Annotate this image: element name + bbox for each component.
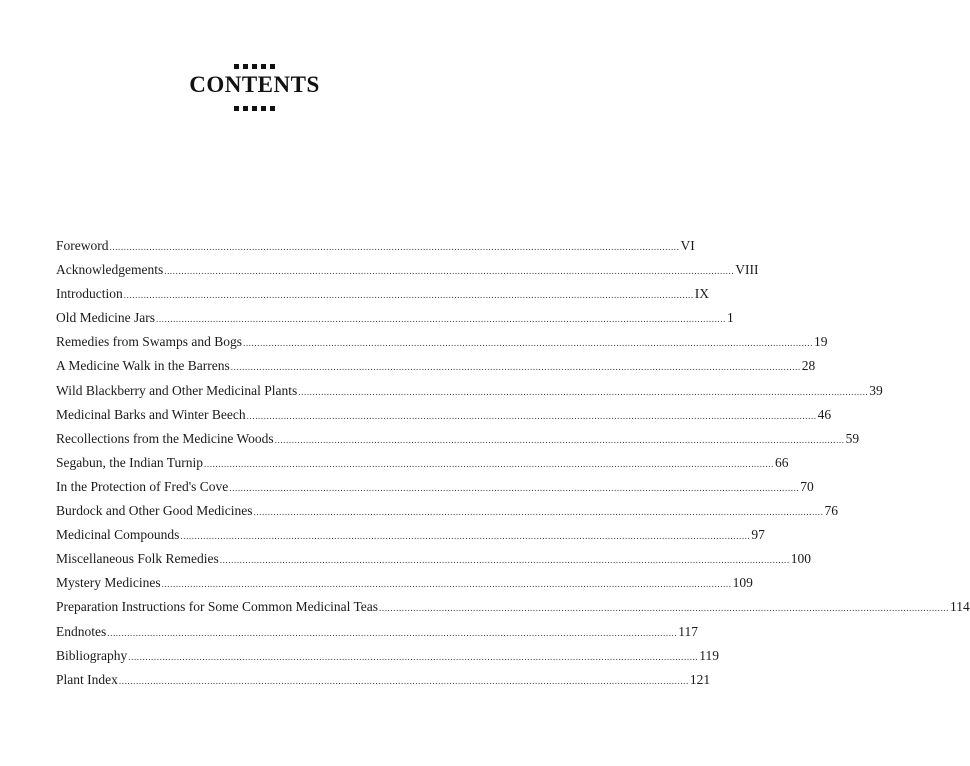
dot-leader: ........................................................................................................................................................................................................: [107, 627, 678, 638]
toc-entry: [56, 599, 970, 623]
toc-entry-page-number: 109: [732, 575, 753, 591]
ornament-square: [234, 106, 239, 111]
toc-entry-title: Endnotes: [56, 623, 107, 639]
toc-entry-page-number: VI: [680, 238, 695, 253]
toc-entry: [56, 262, 759, 286]
toc-entry-title: A Medicine Walk in the Barrens: [56, 358, 230, 374]
dot-leader: ........................................................................................................................................................................................................: [242, 338, 813, 349]
dot-leader: ........................................................................................................................................................................................................: [253, 507, 824, 518]
dot-leader: ........................................................................................................................................................................................................: [230, 362, 801, 373]
toc-entry-title: Medicinal Compounds: [56, 527, 180, 543]
toc-entry: [56, 238, 695, 262]
toc-entry-title: Foreword: [56, 238, 109, 253]
ornament-square: [252, 106, 257, 111]
dot-leader: ........................................................................................................................................................................................................: [229, 482, 800, 493]
toc-entry: [56, 310, 734, 334]
toc-entry-title: Old Medicine Jars: [56, 310, 155, 326]
bottom-ornament: [0, 106, 509, 111]
table-of-contents: [56, 238, 970, 696]
dot-leader: ........................................................................................................................................................................................................: [219, 555, 790, 566]
toc-entry-title: Burdock and Other Good Medicines: [56, 503, 253, 519]
dot-leader: ........................................................................................................................................................................................................: [164, 266, 735, 277]
toc-entry-title: Segabun, the Indian Turnip: [56, 454, 203, 470]
toc-entry: [56, 647, 719, 672]
toc-entry-page-number: 114: [950, 599, 970, 615]
dot-leader: ........................................................................................................................................................................................................: [180, 531, 751, 542]
toc-entry-page-number: 117: [678, 623, 698, 639]
toc-entry: [56, 358, 816, 382]
toc-entry-title: In the Protection of Fred's Cove: [56, 478, 229, 494]
toc-entry-title: Introduction: [56, 286, 123, 302]
dot-leader: ........................................................................................................................................................................................................: [109, 242, 680, 252]
dot-leader: ........................................................................................................................................................................................................: [128, 651, 699, 662]
page-title: CONTENTS: [189, 72, 320, 97]
ornament-square: [261, 64, 266, 69]
toc-entry-title: Recollections from the Medicine Woods: [56, 430, 274, 446]
toc-entry: [56, 454, 789, 479]
dot-leader: ........................................................................................................................................................................................................: [155, 314, 726, 325]
toc-entry-title: Mystery Medicines: [56, 575, 161, 591]
toc-entry: [56, 623, 698, 648]
toc-entry-title: Bibliography: [56, 647, 128, 663]
ornament-square: [234, 64, 239, 69]
dot-leader: ........................................................................................................................................................................................................: [379, 603, 949, 614]
toc-entry-page-number: 59: [845, 430, 860, 446]
top-ornament: [0, 64, 509, 69]
dot-leader: ........................................................................................................................................................................................................: [274, 434, 845, 445]
toc-entry: [56, 671, 711, 696]
ornament-square: [252, 64, 257, 69]
toc-entry-page-number: 66: [775, 454, 789, 470]
toc-entry-title: Acknowledgements: [56, 262, 164, 278]
ornament-square: [270, 64, 275, 69]
toc-entry: [56, 478, 814, 503]
toc-entry-page-number: 100: [790, 551, 811, 567]
toc-entry-title: Remedies from Swamps and Bogs: [56, 334, 242, 350]
toc-entry-page-number: 76: [824, 503, 838, 519]
toc-entry: [56, 551, 811, 575]
ornament-square: [261, 106, 266, 111]
toc-entry-page-number: 39: [869, 382, 883, 398]
toc-entry-page-number: IX: [694, 286, 709, 302]
toc-entry-page-number: 121: [689, 671, 711, 687]
toc-entry-title: Medicinal Barks and Winter Beech: [56, 406, 246, 422]
dot-leader: ........................................................................................................................................................................................................: [246, 410, 817, 421]
ornament-square: [243, 64, 248, 69]
toc-entry-page-number: 70: [800, 478, 814, 494]
toc-entry: [56, 334, 828, 358]
toc-entry-title: Preparation Instructions for Some Common Medicinal Teas: [56, 599, 378, 615]
toc-entry-page-number: 119: [699, 647, 719, 663]
toc-entry-title: Wild Blackberry and Other Medicinal Plants: [56, 382, 298, 398]
toc-entry: [56, 527, 765, 551]
toc-entry-page-number: VIII: [735, 262, 759, 278]
dot-leader: ........................................................................................................................................................................................................: [123, 290, 694, 301]
dot-leader: ........................................................................................................................................................................................................: [118, 675, 689, 686]
ornament-square: [270, 106, 275, 111]
dot-leader: ........................................................................................................................................................................................................: [298, 386, 869, 397]
toc-entry: [56, 503, 838, 527]
toc-entry: [56, 382, 883, 407]
toc-entry: [56, 430, 860, 455]
toc-entry: [56, 575, 753, 599]
toc-entry-page-number: 1: [726, 310, 734, 326]
toc-entry: [56, 286, 709, 310]
toc-entry-page-number: 28: [801, 358, 816, 374]
dot-leader: ........................................................................................................................................................................................................: [161, 579, 732, 590]
ornament-square: [243, 106, 248, 111]
toc-entry-page-number: 46: [817, 406, 832, 422]
dot-leader: ........................................................................................................................................................................................................: [204, 458, 774, 469]
toc-entry: [56, 406, 832, 431]
toc-entry-title: Plant Index: [56, 671, 118, 687]
toc-entry-title: Miscellaneous Folk Remedies: [56, 551, 219, 567]
toc-entry-page-number: 97: [751, 527, 765, 543]
toc-entry-page-number: 19: [813, 334, 828, 350]
